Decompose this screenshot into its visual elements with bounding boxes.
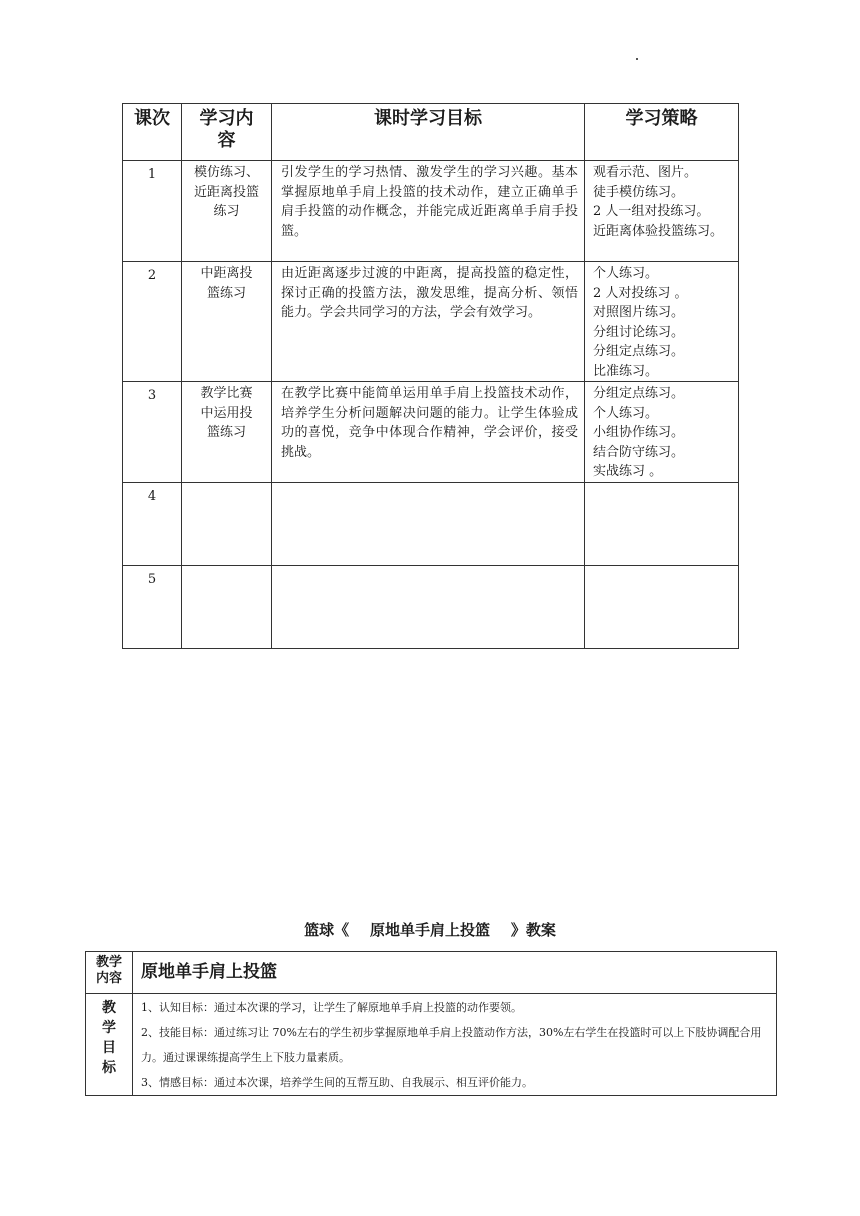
content-label: [86, 952, 133, 994]
table-row: [123, 262, 739, 382]
header-content: 学习内容: [182, 104, 272, 161]
strategy-line: 近距离体验投篮练习。: [593, 223, 724, 239]
lesson-plan-table: [85, 951, 777, 1096]
content-label-text: 教学内容: [95, 955, 122, 986]
strategy-line: 2 人一组对投练习。: [593, 204, 710, 219]
row-content: 教学比赛中运用投篮练习: [182, 382, 272, 483]
row-content: [182, 482, 272, 565]
header-goal: 课时学习目标: [272, 104, 585, 161]
row-number: 4: [123, 482, 182, 565]
lesson-table-header: [123, 104, 739, 161]
goal-item: 2、技能目标：通过练习让 70%左右的学生初步掌握原地单手肩上投篮动作方法，30%左右学生在投篮时可以上下肢协调配合用力。通过课课练提高学生上下肢力量素质。: [141, 1026, 762, 1064]
row-content: 中距离投篮练习: [182, 262, 272, 382]
strategy-line: 个人练习。: [593, 266, 659, 281]
row-number: 2: [123, 262, 182, 382]
row-number: 1: [123, 161, 182, 262]
document-title: 篮球《 原地单手肩上投篮 》教案: [304, 921, 556, 939]
row-strategy: [585, 161, 739, 262]
strategy-line: 徒手模仿练习。: [593, 184, 685, 200]
row-content: 模仿练习、近距离投篮练习: [182, 161, 272, 262]
row-number: 5: [123, 565, 182, 648]
header-strategy: 学习策略: [585, 104, 739, 161]
goals-row: [86, 994, 777, 1096]
row-content: [182, 565, 272, 648]
row-goal: [272, 565, 585, 648]
strategy-line: 实战练习 。: [593, 464, 663, 479]
content-row: [86, 952, 777, 994]
content-value: 原地单手肩上投篮: [133, 952, 777, 994]
strategy-line: 比准练习。: [593, 363, 659, 379]
strategy-line: 分组定点练习。: [593, 344, 685, 359]
goals-list: [133, 994, 777, 1096]
goal-item: 1、认知目标：通过本次课的学习，让学生了解原地单手肩上投篮的动作要领。: [141, 1001, 522, 1014]
row-goal: [272, 482, 585, 565]
table-row: [123, 161, 739, 262]
row-goal: 由近距离逐步过渡的中距离，提高投篮的稳定性，探讨正确的投篮方法，激发思维，提高分析、领悟能力。学会共同学习的方法，学会有效学习。: [272, 262, 585, 382]
strategy-line: 观看示范、图片。: [593, 165, 698, 180]
header-lesson-number: 课次: [123, 104, 182, 161]
strategy-line: 小组协作练习。: [593, 425, 685, 440]
strategy-line: 结合防守练习。: [593, 444, 685, 460]
row-strategy: [585, 565, 739, 648]
row-strategy: [585, 482, 739, 565]
goals-label: [86, 994, 133, 1096]
strategy-line: 对照图片练习。: [593, 305, 685, 320]
table-row: [123, 565, 739, 648]
row-goal: 引发学生的学习热情、激发学生的学习兴趣。基本掌握原地单手肩上投篮的技术动作，建立正确单手肩手投篮的动作概念，并能完成近距离单手肩手投篮。: [272, 161, 585, 262]
goals-label-text: 教学目标: [102, 1000, 116, 1076]
stray-dot: [636, 58, 638, 60]
table-row: [123, 382, 739, 483]
strategy-line: 2 人对投练习 。: [593, 285, 688, 301]
strategy-line: 分组定点练习。: [593, 386, 685, 401]
lesson-table: [122, 103, 739, 649]
strategy-line: 分组讨论练习。: [593, 324, 685, 340]
goal-item: 3、情感目标：通过本次课，培养学生间的互帮互助、自我展示、相互评价能力。: [141, 1076, 533, 1089]
table-row: [123, 482, 739, 565]
row-number: 3: [123, 382, 182, 483]
strategy-line: 个人练习。: [593, 405, 659, 421]
row-strategy: [585, 262, 739, 382]
row-goal: 在教学比赛中能简单运用单手肩上投篮技术动作，培养学生分析问题解决问题的能力。让学生体验成功的喜悦，竞争中体现合作精神，学会评价，接受挑战。: [272, 382, 585, 483]
row-strategy: [585, 382, 739, 483]
